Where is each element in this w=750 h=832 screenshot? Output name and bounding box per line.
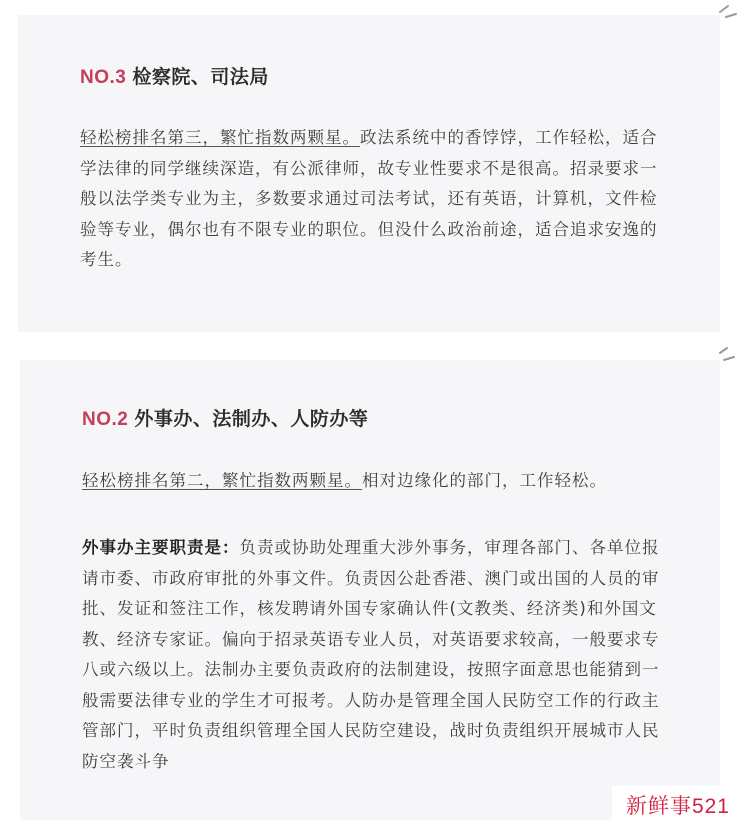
section-paragraph [82,466,672,497]
section-paragraph [82,533,672,777]
ranking-summary: 轻松榜排名第三，繁忙指数两颗星。 [80,128,360,147]
watermark-number: 521 [691,795,730,818]
section-heading [80,62,269,89]
ranking-summary: 轻松榜排名第二，繁忙指数两颗星。 [82,471,362,490]
watermark [612,786,738,824]
paragraph-text: 负责或协助处理重大涉外事务，审理各部门、各单位报请市委、市政府审批的外事文件。负责因公赴香港、澳门或出国的人员的审批、发证和签注工作，核发聘请外国专家确认件(文教类、经济类)和外国文教、经济专家证。偏向于招录英语专业人员，对英语要求较高，一般要求专八或六级以上。法制办主要负责政府的法制建设，按照字面意思也能猜到一般需要法律专业的学生才可报考。人防办是管理全国人民防空工作的行政主管部门，平时负责组织管理全国人民防空建设，战时负责组织开展城市人民防空袭斗争 [82,538,660,771]
section-card-no2 [20,360,720,820]
rank-label: NO.2 [82,409,129,430]
section-paragraph [80,123,670,276]
watermark-text: 新鲜事 [625,794,692,818]
rank-label: NO.3 [80,67,127,88]
paragraph-text: 相对边缘化的部门，工作轻松。 [362,471,607,490]
section-title: 外事办、法制办、人防办等 [134,408,369,430]
section-title: 检察院、司法局 [132,66,269,88]
paragraph-text: 政法系统中的香饽饽，工作轻松，适合学法律的同学继续深造，有公派律师，故专业性要求不是很高。招录要求一般以法学类专业为主，多数要求通过司法考试，还有英语，计算机，文件检验等专业，偶尔也有不限专业的职位。但没什么政治前途，适合追求安逸的考生。 [80,128,658,269]
quote-mark-icon [712,0,742,20]
section-heading [82,404,368,431]
quote-mark-icon [714,344,744,364]
duties-label: 外事办主要职责是： [82,538,240,557]
section-card-no3 [18,15,720,332]
